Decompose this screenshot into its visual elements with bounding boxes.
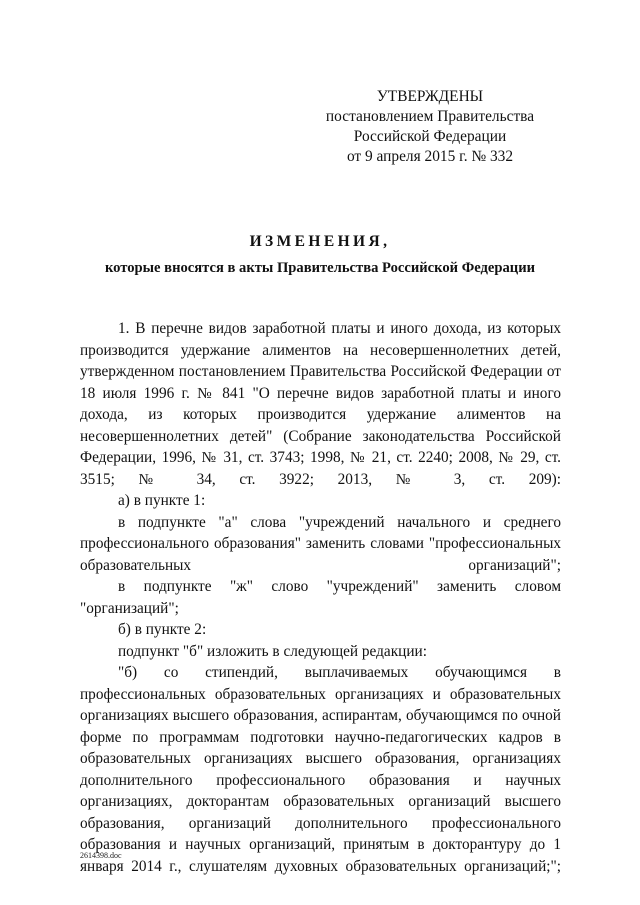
approval-title: УТВЕРЖДЕНЫ: [376, 88, 484, 105]
document-body: [80, 318, 561, 877]
approval-block: [300, 87, 560, 167]
paragraph-subpoint-b-intro: подпункт "б" изложить в следующей редакции:: [118, 642, 427, 660]
document-title: ИЗМЕНЕНИЯ,: [249, 233, 391, 250]
document-subtitle: которые вносятся в акты Правительства Российской Федерации: [104, 260, 536, 276]
approval-date-line: от 9 апреля 2015 г. № 332: [346, 148, 514, 165]
paragraph-subitem-a: а) в пункте 1:: [118, 492, 206, 509]
paragraph-subitem-b: б) в пункте 2:: [118, 621, 207, 638]
approval-government-line: Российской Федерации: [353, 128, 507, 145]
paragraph-subpoint-b-text: "б) со стипендий, выплачиваемых обучающимся в профессиональных образовательных организациях и образовательных организациях высшего образования, аспирантам, обучающимся по очной форме по программам подготовки научно-педагогических кадров в образовательных организациях высшего образования, организациях дополнительного профессионального образования и научных организациях, докторантам образовательных организаций высшего образования, организаций дополнительного профессионального образования и научных организаций, принятым в докторантуру до 1 января 2014 г., слушателям духовных образовательных организаций;";: [80, 664, 561, 875]
paragraph-subpoint-zh: в подпункте "ж" слово "учреждений" заменить словом "организаций";: [80, 578, 561, 617]
footer-filename: 2614398.doc: [80, 851, 122, 860]
paragraph-subpoint-a: в подпункте "а" слова "учреждений начального и среднего профессионального образования" заменить словами "профессиональных образовательных организаций";: [80, 513, 561, 574]
paragraph-item-1: 1. В перечне видов заработной платы и иного дохода, из которых производится удержание алиментов на несовершеннолетних детей, утвержденном постановлением Правительства Российской Федерации от 18 июля 1996 г. № 841 "О перечне видов заработной платы и иного дохода, из которых производится удержание алиментов на несовершеннолетних детей" (Собрание законодательства Российской Федерации, 1996, № 31, ст. 3743; 1998, № 21, ст. 2240; 2008, № 29, ст. 3515; № 34, ст. 3922; 2013, № 3, ст. 209):: [80, 320, 561, 488]
approval-resolution-line: постановлением Правительства: [325, 108, 535, 125]
